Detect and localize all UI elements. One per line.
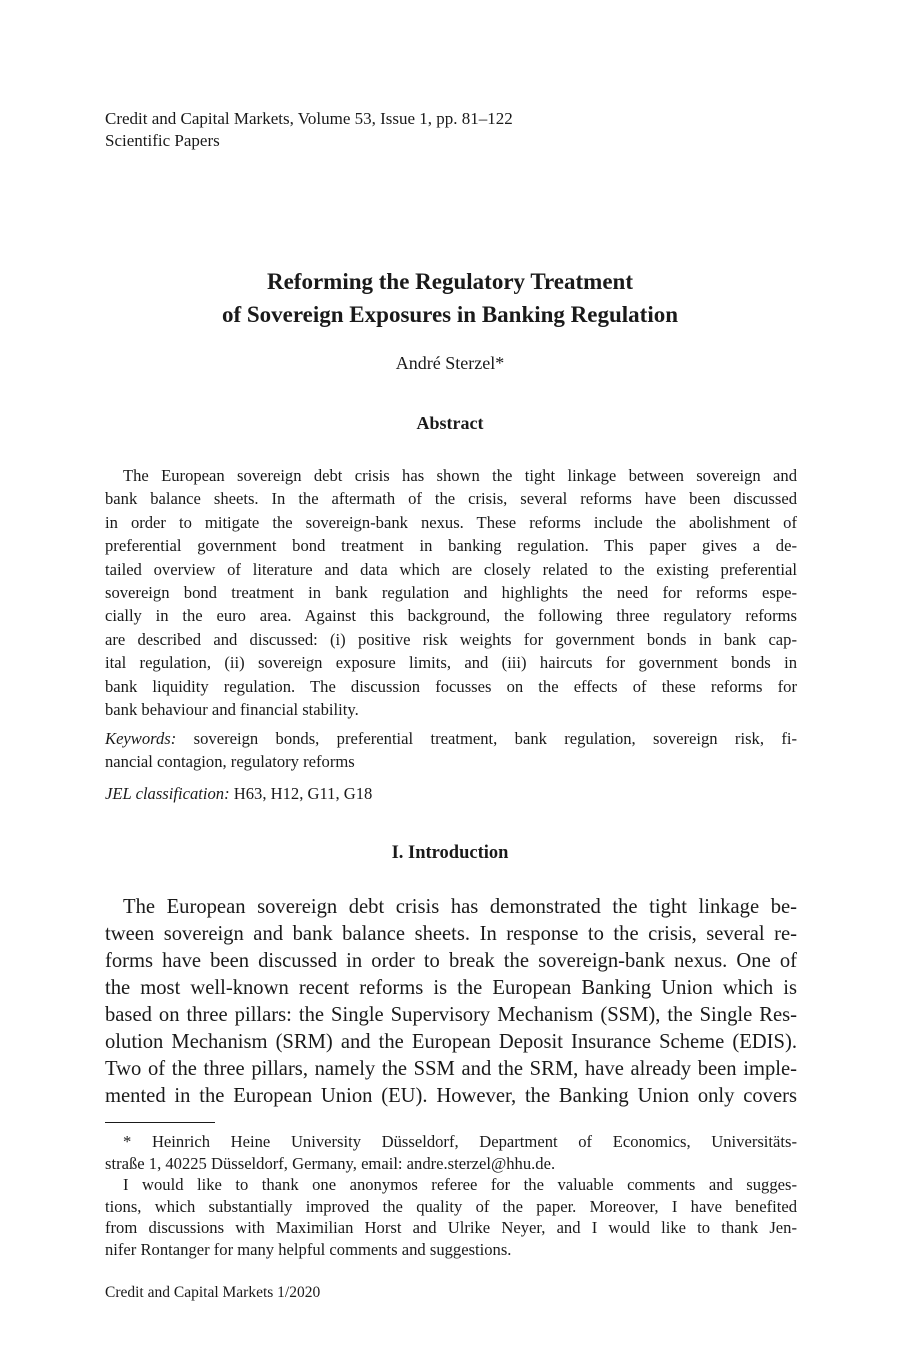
keywords-text: sovereign bonds, preferential treatment, bank regulation, sovereign risk, fi- — [176, 729, 797, 748]
abstract-body — [105, 464, 797, 721]
author-name: André Sterzel* — [395, 353, 505, 373]
abstract-line: bank liquidity regulation. The discussion focusses on the effects of these reforms for — [105, 676, 797, 696]
abstract-line: in order to mitigate the sovereign-bank nexus. These reforms include the abolishment of — [105, 512, 797, 532]
abstract-line: tailed overview of literature and data which are closely related to the existing preferential — [105, 559, 797, 579]
intro-line: olution Mechanism (SRM) and the European Deposit Insurance Scheme (EDIS). — [105, 1031, 797, 1053]
footnote-line: nifer Rontanger for many helpful comments and suggestions. — [105, 1239, 512, 1259]
abstract-line: ital regulation, (ii) sovereign exposure limits, and (iii) haircuts for government bonds in — [105, 653, 797, 673]
page-footer: Credit and Capital Markets 1/2020 — [105, 1284, 321, 1301]
keywords-text-2: nancial contagion, regulatory reforms — [105, 752, 355, 772]
intro-line: forms have been discussed in order to break the sovereign-bank nexus. One of — [105, 950, 797, 972]
abstract-line: bank behaviour and financial stability. — [105, 700, 359, 720]
abstract-line: are described and discussed: (i) positive risk weights for government bonds in bank cap- — [105, 629, 797, 649]
intro-line: based on three pillars: the Single Supervisory Mechanism (SSM), the Single Res- — [105, 1004, 797, 1026]
abstract-line: cially in the euro area. Against this background, the following three regulatory reforms — [105, 606, 797, 626]
keywords — [105, 727, 797, 774]
keywords-label: Keywords: — [105, 729, 177, 748]
footnote-line: I would like to thank one anonymos referee for the valuable comments and sugges- — [123, 1175, 797, 1195]
title-line-2: of Sovereign Exposures in Banking Regulation — [221, 302, 679, 327]
introduction-body — [105, 894, 797, 1110]
introduction-heading: I. Introduction — [391, 843, 509, 863]
abstract-line: bank balance sheets. In the aftermath of the crisis, several reforms have been discussed — [105, 489, 797, 509]
abstract-line: The European sovereign debt crisis has shown the tight linkage between sovereign and — [123, 466, 797, 485]
footnote-rule — [105, 1122, 215, 1123]
intro-line: the most well-known recent reforms is the European Banking Union which is — [105, 977, 797, 999]
jel-classification — [105, 782, 797, 805]
footnote-line: tions, which substantially improved the quality of the paper. Moreover, I have benefited — [105, 1196, 797, 1216]
title-line-1: Reforming the Regulatory Treatment — [266, 269, 633, 294]
footnote-line: straße 1, 40225 Düsseldorf, Germany, email: andre.sterzel@hhu.de. — [105, 1153, 556, 1173]
intro-line: Two of the three pillars, namely the SSM and the SRM, have already been imple- — [105, 1058, 797, 1080]
section-label: Scientific Papers — [105, 131, 220, 150]
intro-line: mented in the European Union (EU). However, the Banking Union only covers — [105, 1085, 797, 1107]
running-head — [105, 108, 513, 152]
jel-label: JEL classification: — [105, 784, 230, 803]
abstract-line: sovereign bond treatment in bank regulation and highlights the need for reforms espe- — [105, 583, 797, 603]
footnote-line: from discussions with Maximilian Horst and Ulrike Neyer, and I would like to thank Jen- — [105, 1218, 797, 1238]
intro-line: tween sovereign and bank balance sheets. In response to the crisis, several re- — [105, 923, 797, 945]
footnote-line: * Heinrich Heine University Düsseldorf, Department of Economics, Universitäts- — [123, 1132, 797, 1151]
journal-citation: Credit and Capital Markets, Volume 53, Issue 1, pp. 81–122 — [105, 109, 513, 128]
intro-line: The European sovereign debt crisis has demonstrated the tight linkage be- — [123, 896, 797, 918]
jel-codes: H63, H12, G11, G18 — [229, 784, 373, 803]
footnotes — [105, 1131, 797, 1261]
paper-title — [0, 265, 900, 331]
abstract-line: preferential government bond treatment in banking regulation. This paper gives a de- — [105, 536, 797, 556]
abstract-heading: Abstract — [416, 413, 484, 433]
